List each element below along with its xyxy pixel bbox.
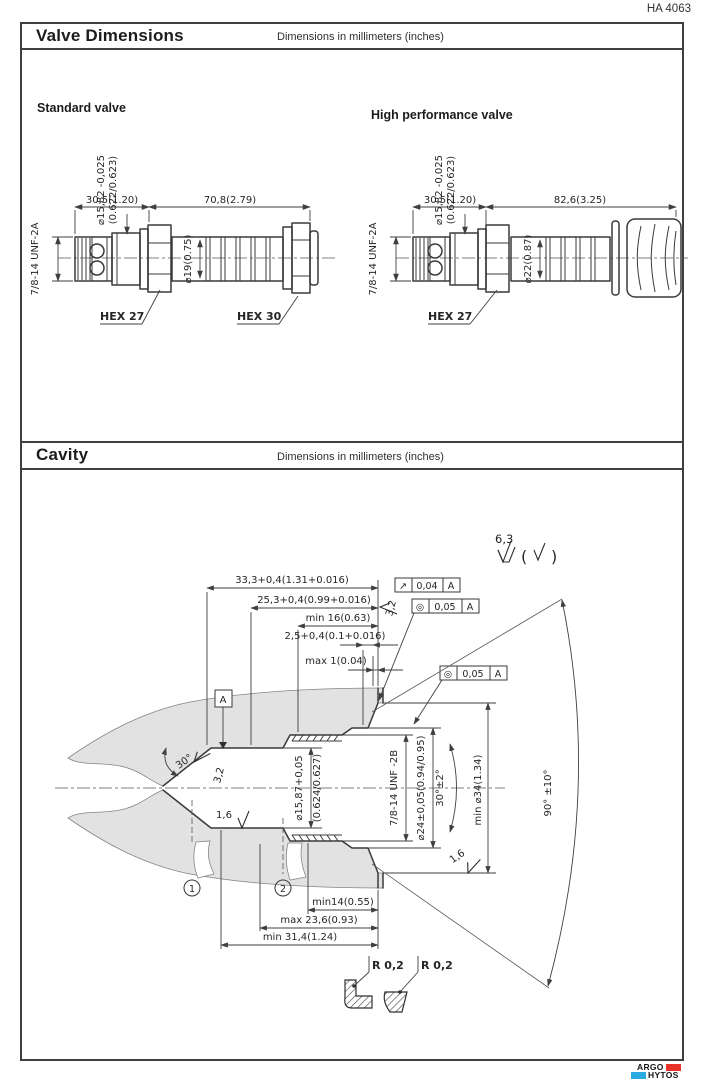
manifold-section-lower	[68, 790, 383, 888]
logo-text-argo: ARGO	[637, 1062, 664, 1072]
units-note-valve: Dimensions in millimeters (inches)	[277, 31, 444, 43]
thread-spec: 7/8-14 UNF-2A	[30, 222, 41, 296]
groove-detail-shape	[384, 992, 407, 1012]
high-performance-valve-label: High performance valve	[371, 108, 513, 122]
dim-min14: min14(0.55)	[312, 897, 374, 908]
dim-min16: min 16(0.63)	[305, 613, 371, 624]
paren-close: )	[551, 547, 558, 566]
standard-valve-body	[58, 223, 336, 293]
concentricity-datum: A	[466, 602, 474, 613]
spool-grooves	[206, 237, 270, 281]
dim-dia-mm: ⌀15,82 -0,025	[434, 154, 445, 226]
radius-details	[345, 956, 453, 1012]
dim-min31-4: min 31,4(1.24)	[262, 932, 338, 943]
hex27-label: HEX 27	[428, 310, 473, 323]
standard-valve-label: Standard valve	[37, 101, 126, 115]
dim-82-6: 82,6(3.25)	[553, 195, 607, 206]
surface-finish-note	[495, 532, 557, 566]
radius-label-2: R 0,2	[421, 959, 453, 972]
logo-blue-block	[631, 1072, 646, 1079]
dim-25-3: 25,3+0,4(0.99+0.016)	[257, 595, 371, 606]
dim-cbore-dia: ⌀24±0,05(0.94/0.95)	[416, 735, 427, 841]
dim-bore-dia-in: (0.624/0.627)	[312, 753, 323, 823]
high-performance-valve-drawing	[358, 130, 690, 342]
hex30-label: HEX 30	[237, 310, 282, 323]
document-number: HA 4063	[646, 3, 691, 15]
dim-dia-in: (0.622/0.623)	[446, 155, 457, 225]
body-dia: ⌀22(0.87)	[523, 234, 534, 284]
roughness-symbol-small	[534, 543, 545, 560]
runout-icon: ↗	[399, 581, 407, 592]
dim-2-5: 2,5+0,4(0.1+0.016)	[284, 631, 386, 642]
fcf-concentricity-2	[414, 666, 507, 724]
roughness-left: 1,6	[216, 810, 232, 821]
concentricity-icon: ◎	[443, 669, 453, 680]
dim-33-3: 33,3+0,4(1.31+0.016)	[235, 575, 349, 586]
note-1: 1	[188, 884, 196, 895]
dim-max23-6: max 23,6(0.93)	[280, 915, 358, 926]
paren-open: (	[521, 547, 528, 566]
dim-bottom-angle: 30°	[174, 752, 195, 772]
cavity-drawing	[40, 480, 664, 1055]
hp-valve-body	[396, 219, 688, 297]
datum-a-label: A	[219, 695, 227, 706]
units-note-cavity: Dimensions in millimeters (inches)	[277, 451, 444, 463]
fcf-runout	[395, 578, 460, 592]
valve-dimensions-header	[22, 24, 682, 50]
section-title-cavity: Cavity	[36, 445, 89, 464]
hp-valve-texts	[368, 155, 606, 323]
concentricity-icon: ◎	[415, 602, 425, 613]
roughness-symbol	[464, 856, 480, 876]
dim-seat-angle: 30°±2°	[435, 769, 446, 807]
groove-detail-shape	[345, 980, 372, 1008]
body-dia: ⌀19(0.75)	[183, 234, 194, 284]
dim-30-5: 30,5(1.20)	[85, 195, 139, 206]
argo-hytos-logo	[631, 1063, 687, 1079]
concentricity-value: 0,05	[462, 669, 484, 680]
roughness-value: 6,3	[495, 532, 514, 546]
concentricity-value: 0,05	[434, 602, 456, 613]
roughness-top: 3,2	[384, 599, 399, 618]
thread-spec: 7/8-14 UNF-2A	[368, 222, 379, 296]
hex27-label: HEX 27	[100, 310, 145, 323]
standard-valve-drawing	[25, 130, 357, 342]
dim-dia-in: (0.622/0.623)	[108, 155, 119, 225]
spool-grooves	[546, 237, 595, 281]
thread-spec: 7/8-14 UNF -2B	[389, 749, 400, 827]
concentricity-datum: A	[494, 669, 502, 680]
cavity-header	[22, 441, 682, 470]
dim-max1: max 1(0.04)	[305, 656, 367, 667]
radius-label-1: R 0,2	[372, 959, 404, 972]
roughness-mid: 3,2	[212, 766, 227, 785]
roughness-right: 1,6	[447, 847, 468, 867]
dim-70-8: 70,8(2.79)	[203, 195, 257, 206]
section-title-valve-dimensions: Valve Dimensions	[36, 26, 184, 45]
dim-mouth-angle: 90° ±10°	[543, 769, 554, 817]
dim-dia-mm: ⌀15,82 -0,025	[96, 154, 107, 226]
dim-bore-dia: ⌀15,87+0,05	[294, 755, 305, 821]
dim-min-dia34: min ⌀34(1.34)	[473, 754, 484, 826]
roughness-symbol	[238, 811, 249, 828]
note-2: 2	[279, 884, 287, 895]
runout-value: 0,04	[416, 581, 438, 592]
logo-text-hytos: HYTOS	[648, 1070, 679, 1080]
dim-30-5: 30,5(1.20)	[423, 195, 477, 206]
runout-datum: A	[447, 581, 455, 592]
